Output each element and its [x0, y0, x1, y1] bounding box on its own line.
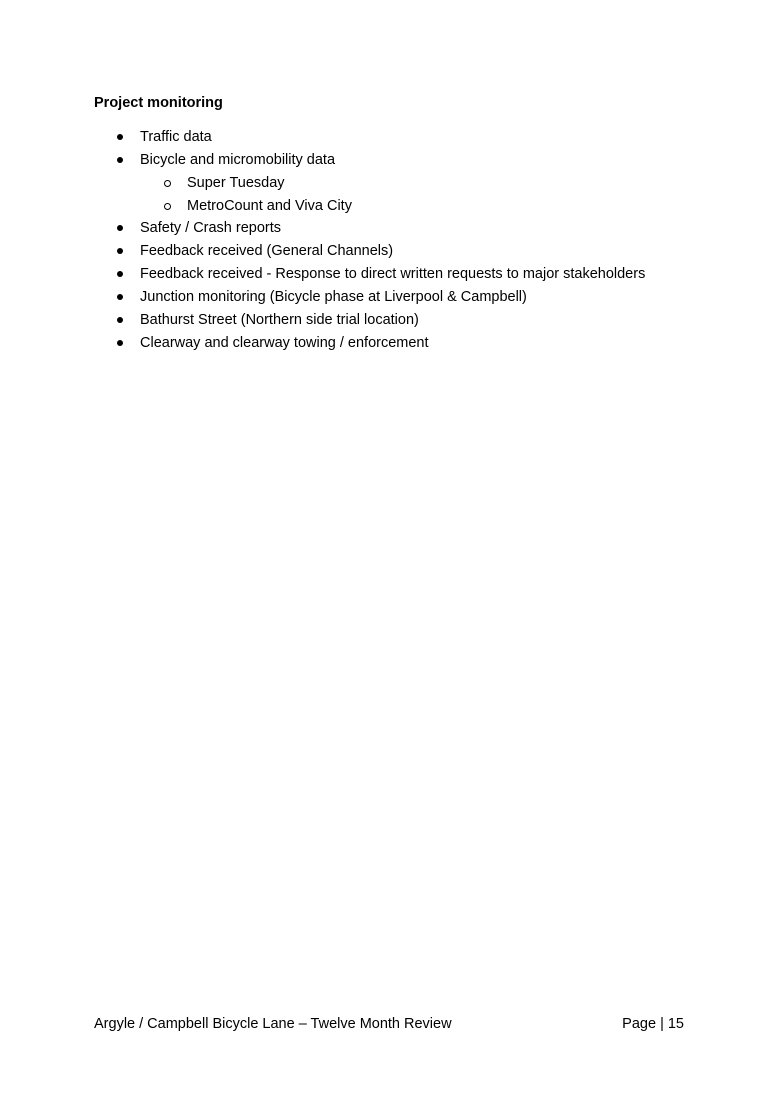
bullet-icon: [117, 157, 123, 163]
list-item: [94, 240, 734, 263]
sub-list-item: [94, 195, 734, 217]
page-footer: [94, 1014, 684, 1034]
list-item: [94, 126, 734, 149]
sub-list-item-text: MetroCount and Viva City: [187, 197, 352, 214]
footer-page-number: Page | 15: [622, 1016, 684, 1032]
list-item-text: Feedback received (General Channels): [140, 243, 394, 260]
bullet-icon: [117, 271, 123, 277]
list-item-text: Bicycle and micromobility data: [140, 152, 336, 169]
list-item-text: Safety / Crash reports: [140, 219, 282, 236]
bullet-icon: [117, 134, 123, 140]
monitoring-list: [94, 126, 734, 356]
bullet-icon: [117, 340, 123, 346]
list-item-text: Feedback received - Response to direct written requests to major stakeholders: [140, 266, 646, 283]
list-item: [94, 217, 734, 240]
sub-list-item: [94, 172, 734, 194]
section-heading: Project monitoring: [94, 95, 223, 111]
hollow-bullet-icon: [164, 203, 171, 210]
list-item: [94, 309, 734, 332]
sub-list-item-text: Super Tuesday: [187, 175, 285, 192]
list-item: [94, 263, 734, 286]
hollow-bullet-icon: [164, 180, 171, 187]
list-item-text: Junction monitoring (Bicycle phase at Liverpool & Campbell): [140, 289, 527, 306]
bullet-icon: [117, 317, 123, 323]
bullet-icon: [117, 225, 123, 231]
list-item-text: Clearway and clearway towing / enforcement: [140, 335, 429, 352]
list-item: [94, 149, 734, 172]
list-item: [94, 332, 734, 355]
list-item: [94, 286, 734, 309]
list-item-text: Bathurst Street (Northern side trial location): [140, 312, 419, 329]
list-item-text: Traffic data: [140, 129, 212, 145]
bullet-icon: [117, 294, 123, 300]
bullet-icon: [117, 248, 123, 254]
footer-document-title: Argyle / Campbell Bicycle Lane – Twelve Month Review: [94, 1016, 452, 1032]
